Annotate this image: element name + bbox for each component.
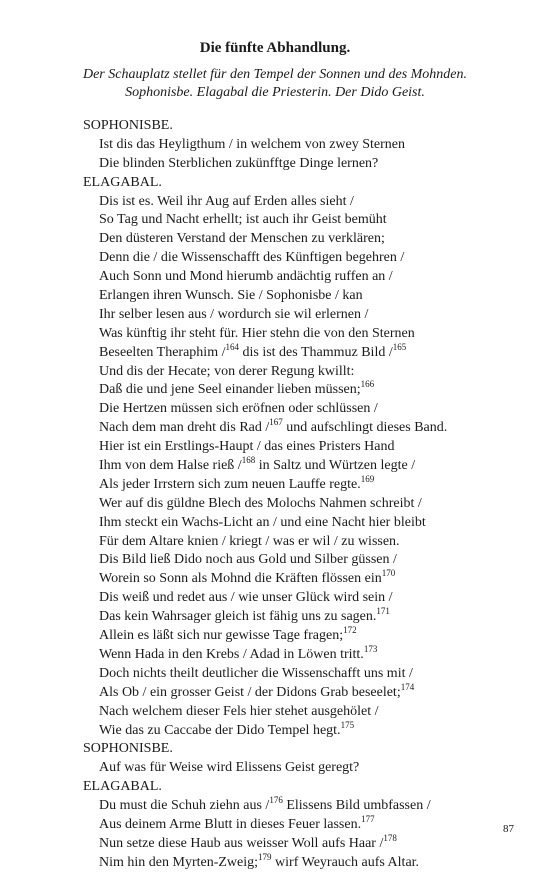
verse-line	[0, 268, 550, 287]
verse-block	[0, 117, 550, 873]
verse-line	[0, 627, 550, 646]
footnote-marker[interactable]: 166	[360, 379, 375, 390]
footnote-marker[interactable]: 178	[383, 832, 397, 843]
line-text: Nim hin den Myrten-Zweig;	[99, 854, 259, 870]
line-text: Und dis der Hecate; von derer Regung kwillt:	[99, 363, 355, 379]
line-text: Nach dem man dreht dis Rad /	[99, 420, 270, 436]
line-text: Doch nichts theilt deutlicher die Wissenschafft uns mit /	[99, 665, 413, 681]
line-text: Wenn Hada in den Krebs / Adad in Löwen tritt.	[99, 646, 364, 662]
footnote-marker[interactable]: 174	[400, 681, 415, 692]
verse-line	[0, 589, 550, 608]
verse-line	[0, 608, 550, 627]
verse-line	[0, 514, 550, 533]
line-text: Auf was für Weise wird Elissens Geist geregt?	[99, 760, 360, 776]
line-text: Dis Bild ließ Dido noch aus Gold und Silber güssen /	[99, 552, 397, 568]
line-text: ELAGABAL.	[83, 174, 162, 190]
line-text-continued: in Saltz und Würtzen legte /	[255, 458, 416, 474]
line-text: Die blinden Sterblichen zukünfftge Dinge lernen?	[99, 155, 379, 171]
footnote-marker[interactable]: 175	[340, 719, 355, 730]
act-heading: Die fünfte Abhandlung.	[199, 40, 351, 56]
line-text: Ist dis das Heyligthum / in welchem von zwey Sternen	[99, 136, 405, 152]
verse-line	[0, 287, 550, 306]
line-text: Allein es läßt sich nur gewisse Tage fragen;	[99, 628, 344, 644]
line-text: Aus deinem Arme Blutt in dieses Feuer lassen.	[99, 816, 362, 832]
footnote-marker[interactable]: 168	[241, 455, 256, 466]
verse-line	[0, 813, 550, 835]
verse-line	[0, 438, 550, 457]
line-text: ELAGABAL.	[83, 779, 162, 795]
footnote-marker[interactable]: 173	[363, 643, 378, 654]
verse-line	[0, 551, 550, 570]
line-text: Die Hertzen müssen sich eröfnen oder schlüssen /	[99, 401, 378, 417]
speaker-name	[0, 174, 550, 193]
verse-line	[0, 211, 550, 230]
verse-line	[0, 681, 550, 703]
verse-line	[0, 473, 550, 495]
footnote-marker[interactable]: 176	[269, 795, 283, 806]
stage-direction	[0, 66, 550, 101]
footnote-marker[interactable]: 164	[225, 341, 239, 352]
speaker-name	[0, 117, 550, 136]
page-number: 87	[503, 823, 514, 835]
verse-line	[0, 703, 550, 722]
verse-line	[0, 533, 550, 552]
verse-line	[0, 193, 550, 212]
line-text: Auch Sonn und Mond hierumb andächtig ruffen an /	[99, 269, 393, 285]
verse-line	[0, 495, 550, 514]
line-text: Du must die Schuh ziehn aus /	[99, 798, 270, 814]
verse-line	[0, 155, 550, 174]
line-text: Ihr selber lesen aus / wordurch sie wil erlernen /	[99, 306, 369, 322]
line-text: Als Ob / ein grosser Geist / der Didons Grab beseelet;	[99, 684, 401, 700]
line-text: Hier ist ein Erstlings-Haupt / das eines Pristers Hand	[99, 439, 395, 455]
line-text: Als jeder Irrstern sich zum neuen Lauffe regte.	[99, 476, 361, 492]
line-text: Daß die und jene Seel einander lieben müssen;	[99, 382, 361, 398]
verse-line	[0, 643, 550, 665]
footnote-marker[interactable]: 169	[360, 473, 375, 484]
verse-line	[0, 665, 550, 684]
line-text-continued: dis ist des Thammuz Bild /	[238, 344, 393, 360]
line-text: Worein so Sonn als Mohnd die Kräften flössen ein	[99, 571, 382, 587]
verse-line	[0, 325, 550, 344]
verse-line	[0, 249, 550, 268]
line-text: Für dem Altare knien / kriegt / was er wil / zu wissen.	[99, 533, 400, 549]
footnote-marker[interactable]: 170	[381, 568, 396, 579]
verse-line	[0, 797, 550, 816]
footnote-marker[interactable]: 165	[392, 341, 407, 352]
line-text: Beseelten Theraphim /	[99, 344, 226, 360]
verse-line	[0, 419, 550, 438]
verse-line	[0, 457, 550, 476]
verse-line	[0, 570, 550, 589]
verse-line	[0, 851, 550, 873]
line-text: Erlangen ihren Wunsch. Sie / Sophonisbe / kan	[99, 288, 363, 304]
verse-line	[0, 759, 550, 778]
verse-line	[0, 306, 550, 325]
line-text: SOPHONISBE.	[83, 741, 173, 757]
verse-line	[0, 230, 550, 249]
line-text: Denn die / die Wissenschafft des Künftigen begehren /	[99, 250, 405, 266]
line-text: Was künftig ihr steht für. Hier stehn die von den Sternen	[99, 325, 415, 341]
line-text: Den düsteren Verstand der Menschen zu verklären;	[99, 231, 385, 247]
verse-line	[0, 381, 550, 400]
line-text: Dis ist es. Weil ihr Aug auf Erden alles sieht /	[99, 193, 354, 209]
line-text: Nun setze diese Haub aus weisser Woll aufs Haar /	[99, 835, 384, 851]
line-text-continued: Elissens Bild umbfassen /	[282, 798, 431, 814]
line-text: So Tag und Nacht erhellt; ist auch ihr Geist bemüht	[99, 212, 387, 228]
line-text-continued: und aufschlingt dieses Band.	[282, 420, 448, 436]
footnote-marker[interactable]: 167	[269, 417, 283, 428]
stage-direction-line: Der Schauplatz stellet für den Tempel der Sonnen und des Mohnden.	[82, 67, 468, 82]
verse-line	[0, 341, 550, 363]
line-text: Nach welchem dieser Fels hier stehet ausgehölet /	[99, 703, 379, 719]
line-text: Wie das zu Caccabe der Dido Tempel hegt.	[99, 722, 341, 738]
speaker-name	[0, 740, 550, 759]
line-text: SOPHONISBE.	[83, 118, 173, 133]
footnote-marker[interactable]: 171	[376, 606, 390, 617]
verse-line	[0, 832, 550, 854]
verse-line	[0, 719, 550, 741]
stage-direction-line: Sophonisbe. Elagabal die Priesterin. Der Dido Geist.	[125, 84, 425, 100]
footnote-marker[interactable]: 172	[343, 625, 357, 636]
footnote-marker[interactable]: 177	[361, 813, 375, 824]
verse-line	[0, 136, 550, 155]
line-text: Das kein Wahrsager gleich ist fähig uns zu sagen.	[99, 609, 377, 625]
line-text-continued: wirf Weyrauch aufs Altar.	[271, 854, 420, 870]
line-text: Ihm von dem Halse rieß /	[99, 458, 242, 474]
verse-line	[0, 363, 550, 382]
line-text: Wer auf dis güldne Blech des Molochs Nahmen schreibt /	[99, 495, 422, 511]
line-text: Dis weiß und redet aus / wie unser Glück wird sein /	[99, 590, 393, 606]
footnote-marker[interactable]: 179	[258, 851, 272, 862]
line-text: Ihm steckt ein Wachs-Licht an / und eine Nacht hier bleibt	[99, 514, 426, 530]
